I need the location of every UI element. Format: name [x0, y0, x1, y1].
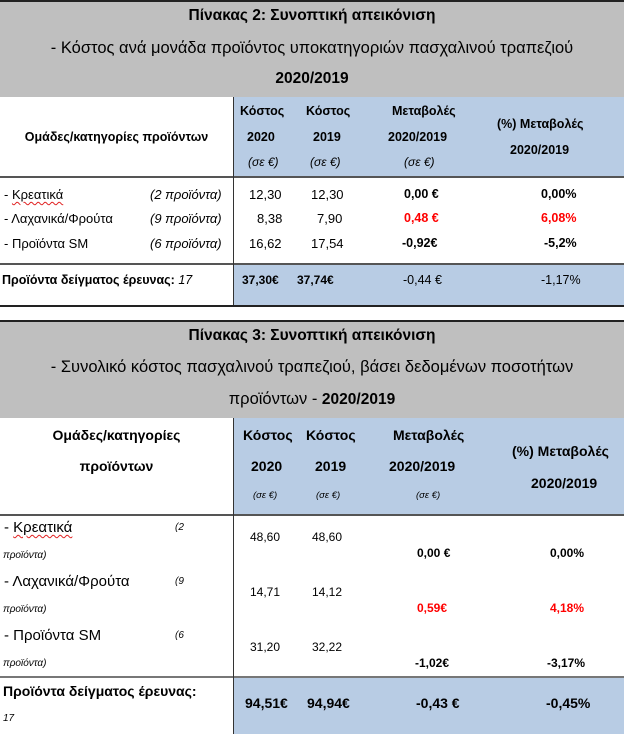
t3-r2-change: 0,59€ — [417, 601, 448, 615]
t2-column-divider — [233, 97, 234, 305]
t3-h-change-c: (σε €) — [416, 490, 441, 501]
t2-bottom-border — [0, 305, 624, 307]
t2-r1-name-text: Κρεατικά — [11, 187, 64, 202]
t2-r3-count: (6 προϊόντα) — [150, 236, 222, 251]
t3-total-change: -0,43 € — [416, 695, 460, 711]
t3-r1-pct: 0,00% — [550, 546, 585, 560]
t3-header-bottom-line — [0, 514, 624, 516]
t3-h-cost2020-c: (σε €) — [253, 490, 278, 501]
t3-h-change-a: Μεταβολές — [393, 427, 465, 443]
t2-r2-name: - Λαχανικά/Φρούτα — [4, 211, 113, 226]
table-3-subtitle: - Συνολικό κόστος πασχαλινού τραπεζιού, βάσει δεδομένων ποσοτήτων — [50, 358, 574, 376]
t2-r1-c2019: 12,30 — [311, 187, 344, 202]
t2-h-cost2020-a: Κόστος — [240, 104, 285, 118]
t3-h-group-a: Ομάδες/κατηγορίες — [52, 427, 181, 443]
t3-r3-pct: -3,17% — [547, 656, 586, 670]
t2-total-change: -0,44 € — [403, 273, 442, 287]
t3-h-change-b: 2020/2019 — [389, 458, 456, 474]
table-3-subtitle-line2 — [0, 390, 624, 409]
table-2-title-block — [0, 0, 624, 99]
t3-r3-count-a: (6 — [175, 630, 184, 641]
table-3-subtitle-prefix: προϊόντων - — [228, 390, 322, 408]
t2-r3-name: - Προϊόντα SM — [4, 236, 89, 251]
t2-h-pct-a: (%) Μεταβολές — [497, 117, 584, 131]
t2-r1-name: - Κρεατικά — [4, 187, 64, 202]
t3-r2-c2020: 14,71 — [250, 585, 281, 599]
t2-total-c2019: 37,74€ — [297, 273, 334, 287]
t2-total-count: 17 — [178, 273, 193, 287]
t3-total-label: Προϊόντα δείγματος έρευνας: — [3, 683, 197, 699]
table-2-subtitle: - Κόστος ανά μονάδα προϊόντος υποκατηγοριών πασχαλινού τραπεζιού — [50, 39, 574, 57]
t3-r1-name: - Κρεατικά — [4, 519, 73, 536]
t3-r1-name-text: Κρεατικά — [13, 519, 73, 536]
t2-r2-change: 0,48 € — [404, 211, 439, 225]
t3-r2-count-a: (9 — [175, 576, 184, 587]
t2-r2-count: (9 προϊόντα) — [150, 211, 222, 226]
table-2-header-group: Ομάδες/κατηγορίες προϊόντων — [24, 130, 209, 144]
t3-total-pct: -0,45% — [546, 695, 591, 711]
t3-total-c2020: 94,51€ — [245, 695, 288, 711]
t2-h-pct-b: 2020/2019 — [510, 143, 570, 157]
table-2-title: Πίνακας 2: Συνοπτική απεικόνιση — [188, 7, 436, 24]
t2-r3-pct: -5,2% — [544, 236, 577, 250]
t3-r1-change: 0,00 € — [417, 546, 451, 560]
t3-r2-pct: 4,18% — [550, 601, 585, 615]
table-2-header-group-cell — [0, 97, 233, 176]
t3-r3-name: - Προϊόντα SM — [4, 627, 102, 644]
t2-r3-c2019: 17,54 — [311, 236, 344, 251]
t2-h-change-c: (σε €) — [404, 155, 435, 169]
t2-total-label — [2, 273, 192, 287]
t2-header-bottom-line — [0, 176, 624, 178]
t2-r2-pct: 6,08% — [541, 211, 577, 225]
t2-r1-count: (2 προϊόντα) — [150, 187, 222, 202]
table-2-years: 2020/2019 — [275, 70, 349, 87]
t2-r3-change: -0,92€ — [402, 236, 438, 250]
t3-r3-c2020: 31,20 — [250, 640, 281, 654]
t2-h-cost2020-b: 2020 — [247, 130, 275, 144]
t3-h-cost2019-c: (σε €) — [316, 490, 341, 501]
t2-r2-c2020: 8,38 — [257, 211, 283, 226]
t3-r2-count-b: προϊόντα) — [3, 604, 47, 615]
t2-total-label-text: Προϊόντα δείγματος έρευνας: — [2, 273, 175, 287]
t3-r2-c2019: 14,12 — [312, 585, 343, 599]
t2-h-cost2019-b: 2019 — [313, 130, 341, 144]
t2-r1-change: 0,00 € — [404, 187, 439, 201]
table-3-years: 2020/2019 — [321, 391, 396, 408]
t3-r1-c2020: 48,60 — [250, 530, 281, 544]
t3-r3-count-b: προϊόντα) — [3, 658, 47, 669]
table-3-title: Πίνακας 3: Συνοπτική απεικόνιση — [188, 327, 436, 344]
t2-r1-c2020: 12,30 — [249, 187, 282, 202]
table-3-title-block — [0, 320, 624, 420]
t3-r3-c2019: 32,22 — [312, 640, 343, 654]
t3-column-divider — [233, 418, 234, 734]
t2-h-change-a: Μεταβολές — [392, 104, 456, 118]
t2-total-c2020: 37,30€ — [242, 273, 279, 287]
t3-r3-change: -1,02€ — [415, 656, 450, 670]
t3-r2-name: - Λαχανικά/Φρούτα — [4, 573, 130, 590]
t3-h-group-b: προϊόντων — [79, 458, 154, 474]
t2-h-cost2020-c: (σε €) — [248, 155, 279, 169]
t3-h-cost2019-a: Κόστος — [306, 427, 356, 443]
t3-h-pct-b: 2020/2019 — [531, 475, 598, 491]
t2-r1-pct: 0,00% — [541, 187, 577, 201]
t3-h-cost2020-b: 2020 — [251, 458, 283, 474]
t2-total-pct: -1,17% — [541, 273, 581, 287]
t3-total-c2019: 94,94€ — [307, 695, 350, 711]
t2-h-cost2019-c: (σε €) — [310, 155, 341, 169]
t2-r3-c2020: 16,62 — [249, 236, 282, 251]
t3-h-cost2019-b: 2019 — [315, 458, 347, 474]
t3-r1-c2019: 48,60 — [312, 530, 343, 544]
t2-r2-c2019: 7,90 — [317, 211, 343, 226]
t3-total-count: 17 — [3, 713, 15, 724]
t2-h-change-b: 2020/2019 — [388, 130, 448, 144]
t3-h-pct-a: (%) Μεταβολές — [512, 443, 609, 459]
t3-r1-count-b: προϊόντα) — [3, 550, 47, 561]
t3-h-cost2020-a: Κόστος — [243, 427, 293, 443]
t2-h-cost2019-a: Κόστος — [306, 104, 351, 118]
t3-r1-count-a: (2 — [175, 522, 184, 533]
